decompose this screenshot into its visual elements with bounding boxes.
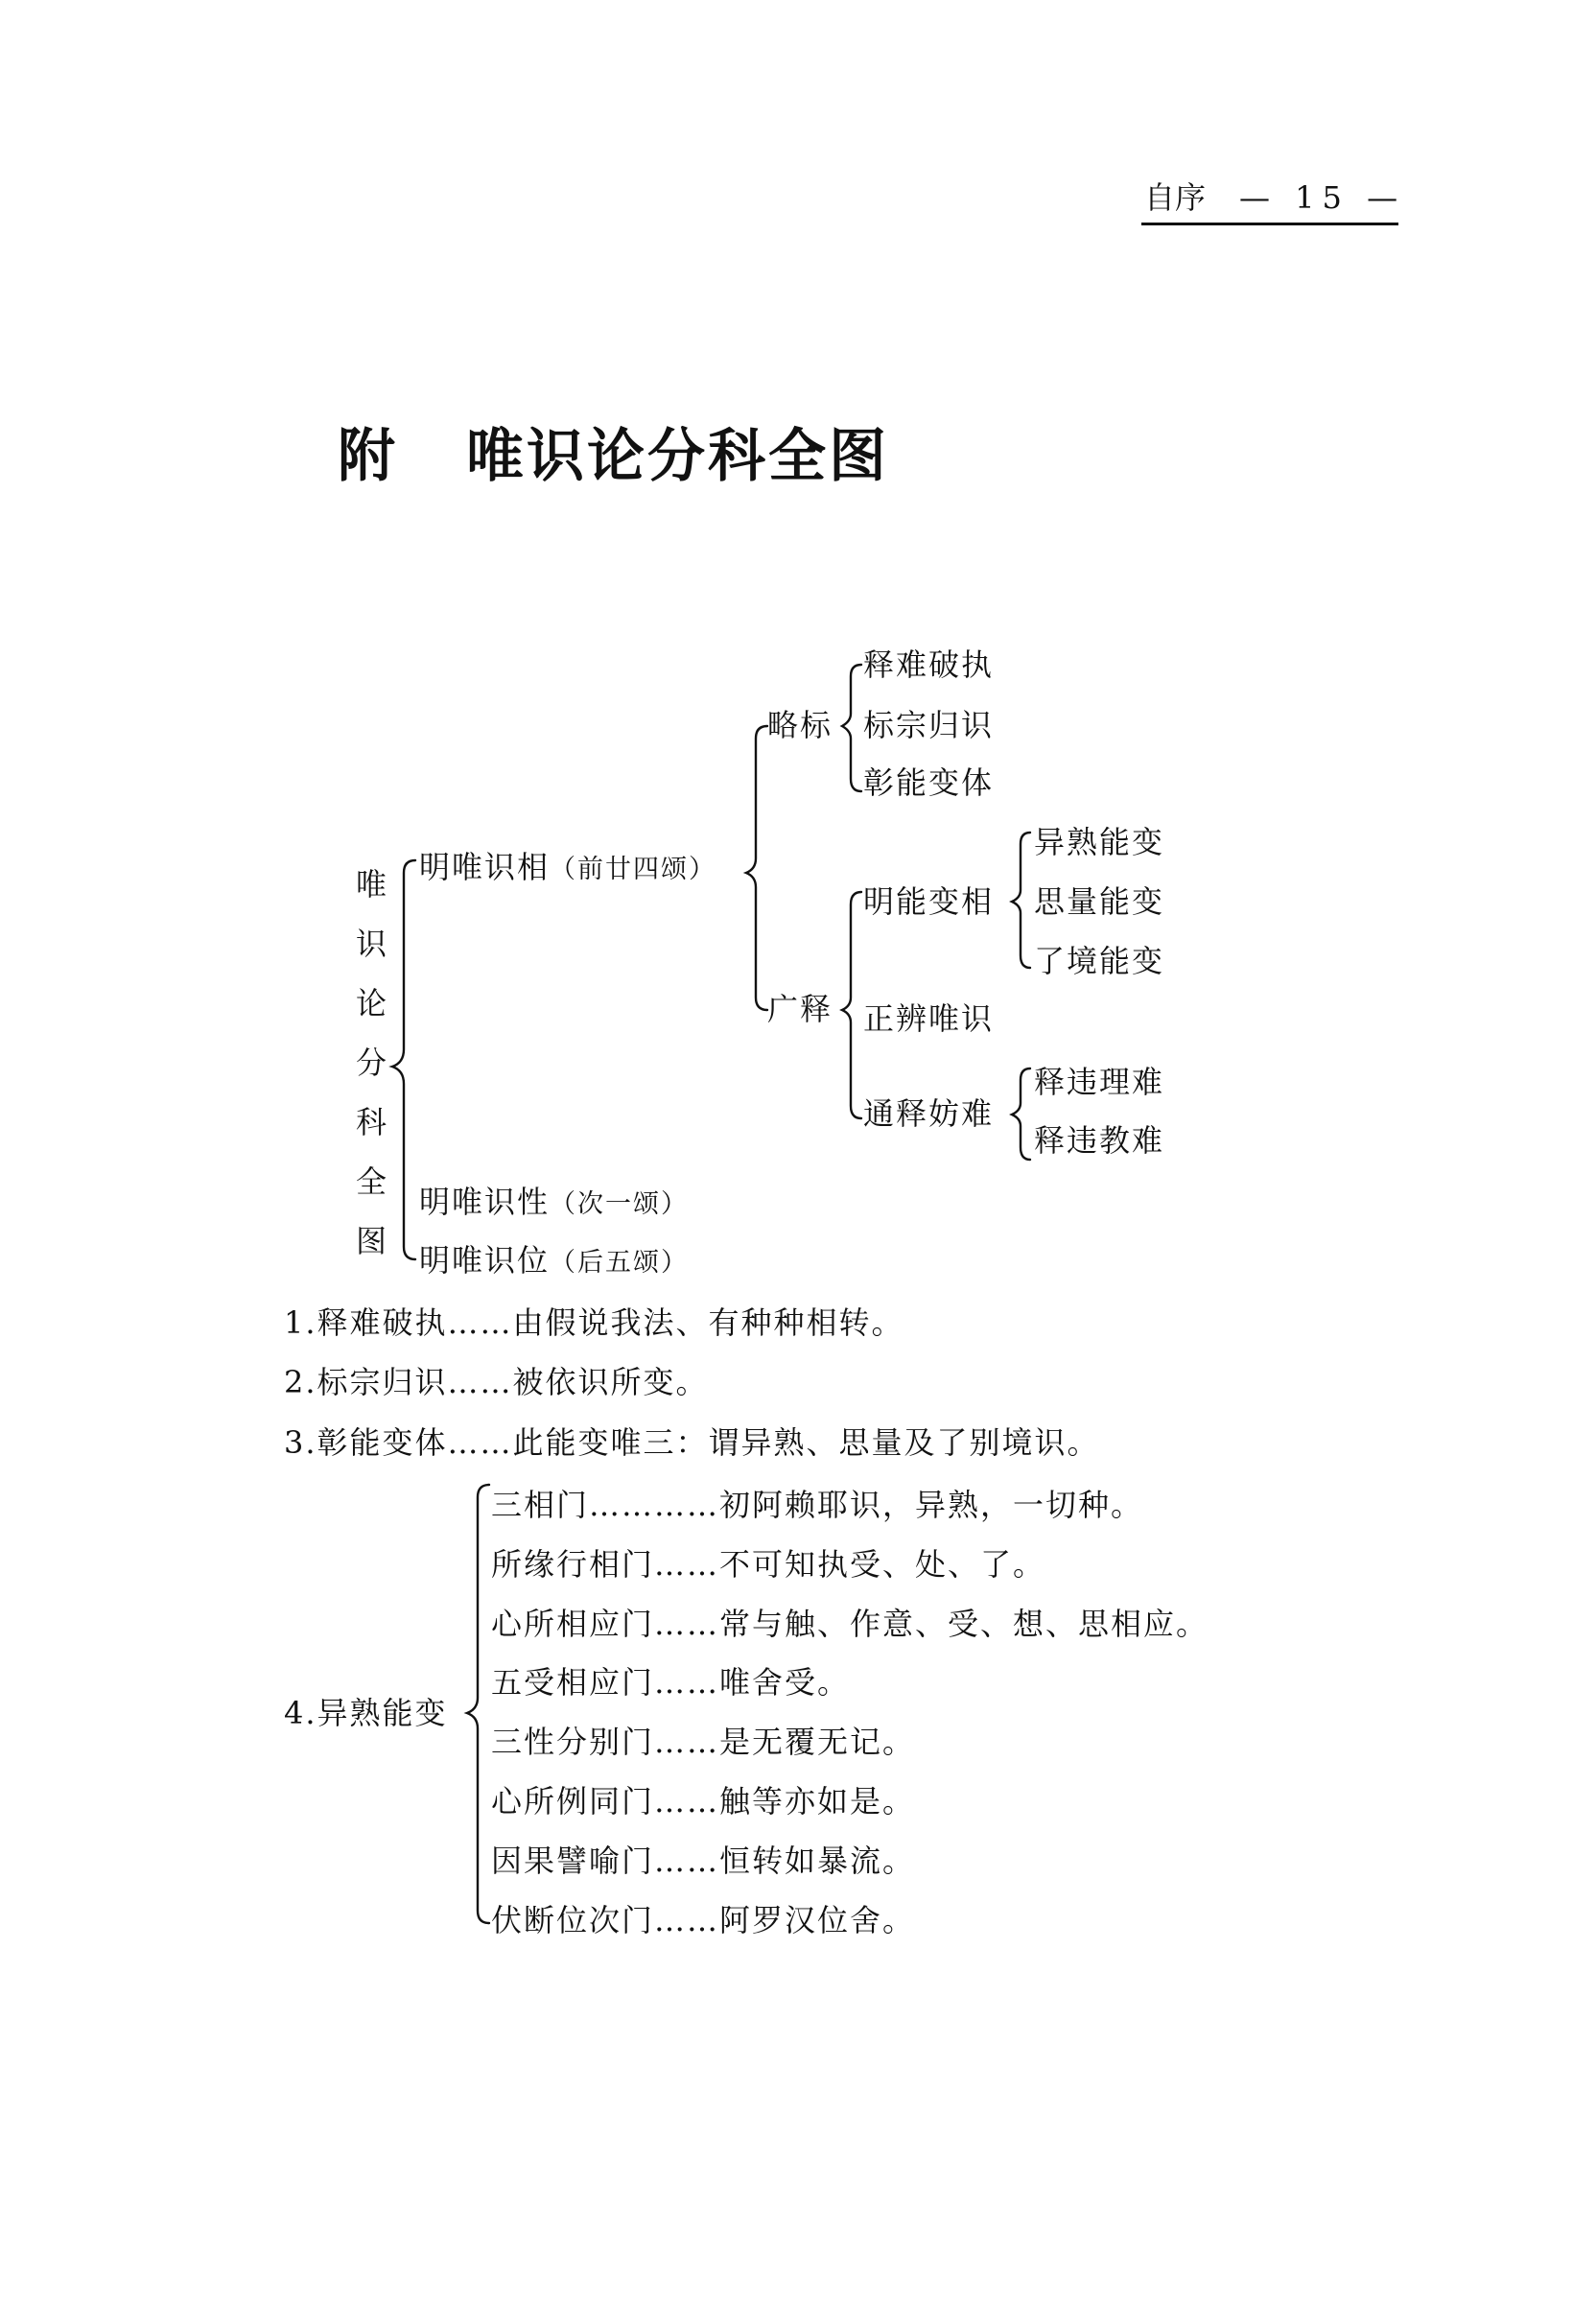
node-item: 释违教难 <box>1034 1122 1165 1159</box>
door-text: 阿罗汉位舍。 <box>719 1902 916 1938</box>
door-text: 常与触、作意、受、想、思相应。 <box>719 1606 1209 1642</box>
door-text: 恒转如暴流。 <box>719 1843 916 1879</box>
bian-brace <box>1012 833 1030 968</box>
node-label: 明唯识位 <box>419 1242 551 1279</box>
door-name: 三相门 <box>491 1487 590 1523</box>
root-char: 全 <box>356 1163 387 1200</box>
door-name: 五受相应门 <box>491 1664 655 1701</box>
note-dots: …… <box>447 1304 513 1341</box>
node-label: 明唯识相 <box>419 849 551 885</box>
guang-brace <box>842 892 861 1118</box>
tong-brace <box>1012 1068 1030 1160</box>
note4-item <box>491 1606 1209 1642</box>
door-dots: …… <box>654 1546 720 1583</box>
node-item: 释违理难 <box>1034 1064 1165 1100</box>
door-text: 不可知执受、处、了。 <box>719 1546 1046 1583</box>
root-char: 分 <box>356 1045 387 1081</box>
note-dots: …… <box>447 1364 513 1400</box>
lue-brace <box>842 665 861 791</box>
door-text: 唯舍受。 <box>719 1664 851 1701</box>
title-prefix: 附 <box>338 423 398 490</box>
note4-label: 4.异熟能变 <box>284 1695 448 1731</box>
node-ming-neng-bian-xiang: 明能变相 <box>863 883 995 920</box>
node-tong-shi-fang-nan: 通释妨难 <box>863 1095 995 1132</box>
node-lue-biao: 略标 <box>767 707 833 743</box>
door-dots: …… <box>654 1902 720 1938</box>
door-text: 初阿赖耶识，异熟，一切种。 <box>719 1487 1144 1523</box>
note4-item <box>491 1843 916 1879</box>
node-item: 彰能变体 <box>863 764 995 801</box>
page-title: 唯识论分科全图 <box>466 423 889 490</box>
node-item: 释难破执 <box>863 646 995 683</box>
door-dots: ………… <box>589 1487 720 1523</box>
node-item: 异熟能变 <box>1034 824 1165 860</box>
node-item: 了境能变 <box>1034 943 1165 979</box>
door-dots: …… <box>654 1664 720 1701</box>
node-ming-weishi-xing <box>419 1184 690 1220</box>
root-char: 唯 <box>356 866 387 903</box>
root-char: 识 <box>356 926 387 962</box>
door-text: 触等亦如是。 <box>719 1783 916 1820</box>
note-line <box>284 1304 904 1341</box>
root-char: 论 <box>356 985 387 1021</box>
node-zheng-bian-weishi: 正辨唯识 <box>863 1000 995 1037</box>
door-dots: …… <box>654 1843 720 1879</box>
page-number: — 15 — <box>1239 179 1406 216</box>
node-ming-weishi-xiang <box>419 849 717 885</box>
note4-item <box>491 1783 916 1820</box>
note-text: 由假说我法、有种种相转。 <box>512 1304 904 1341</box>
door-dots: …… <box>654 1606 720 1642</box>
node-label: 明唯识性 <box>419 1184 551 1220</box>
door-name: 心所相应门 <box>491 1606 655 1642</box>
note-label: 3.彰能变体 <box>284 1424 448 1461</box>
node-note: （前廿四颂） <box>550 855 717 884</box>
node-note: （次一颂） <box>550 1189 690 1219</box>
note4-item <box>491 1546 1046 1583</box>
running-header-section: 自序 <box>1144 179 1207 216</box>
node-item: 标宗归识 <box>863 707 995 743</box>
node-item: 思量能变 <box>1034 883 1165 920</box>
note4-item <box>491 1664 851 1701</box>
door-name: 因果譬喻门 <box>491 1843 655 1879</box>
door-dots: …… <box>654 1724 720 1760</box>
note4-item <box>491 1487 1144 1523</box>
note-line <box>284 1424 1100 1461</box>
door-text: 是无覆无记。 <box>719 1724 916 1760</box>
note-label: 2.标宗归识 <box>284 1364 448 1400</box>
note-label: 1.释难破执 <box>284 1304 448 1341</box>
door-dots: …… <box>654 1783 720 1820</box>
door-name: 三性分别门 <box>491 1724 655 1760</box>
root-char: 图 <box>356 1223 387 1259</box>
note-line <box>284 1364 709 1400</box>
xiang-brace <box>746 726 767 1010</box>
door-name: 心所例同门 <box>491 1783 655 1820</box>
door-name: 伏断位次门 <box>491 1902 655 1938</box>
node-note: （后五颂） <box>550 1248 690 1278</box>
note-text: 被依识所变。 <box>512 1364 709 1400</box>
node-guang-shi: 广释 <box>767 991 833 1027</box>
door-name: 所缘行相门 <box>491 1546 655 1583</box>
root-char: 科 <box>356 1104 387 1140</box>
note-text: 此能变唯三：谓异熟、思量及了别境识。 <box>512 1424 1100 1461</box>
note4-brace <box>467 1485 489 1923</box>
note-dots: …… <box>447 1424 513 1461</box>
note4-item <box>491 1902 916 1938</box>
root-brace <box>392 860 415 1259</box>
node-ming-weishi-wei <box>419 1242 690 1279</box>
note4-item <box>491 1724 916 1760</box>
